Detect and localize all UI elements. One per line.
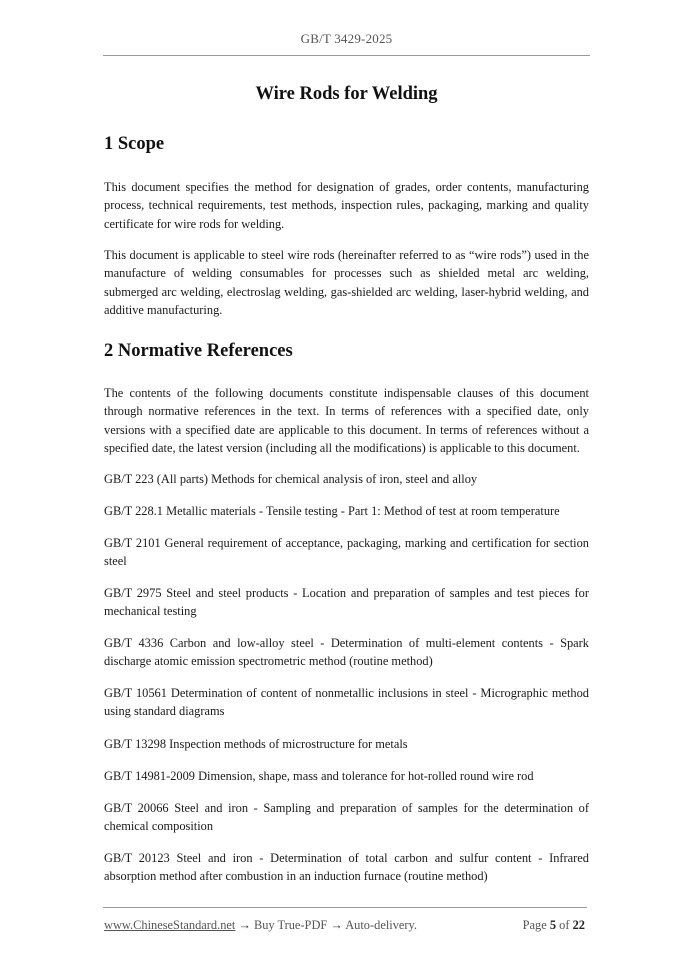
reference-item: GB/T 223 (All parts) Methods for chemical analysis of iron, steel and alloy: [104, 472, 478, 486]
header-divider: [103, 55, 590, 56]
reference-item: GB/T 20066 Steel and iron - Sampling and preparation of samples for the determination of chemical composition: [104, 801, 589, 834]
reference-item: GB/T 20123 Steel and iron - Determination of total carbon and sulfur content - Infrared absorption method after combustion in an induction furnace (routine method): [104, 851, 589, 884]
arrow-right-icon: →: [238, 918, 251, 932]
section-heading-normative-references: 2 Normative References: [104, 341, 293, 361]
arrow-right-icon: →: [330, 918, 343, 932]
scope-paragraph-2: This document is applicable to steel wire rods (hereinafter referred to as “wire rods”) used in the manufacture of welding consumables for processes such as shielded metal arc welding, submerged arc welding, electroslag welding, gas-shielded arc welding, laser-hybrid welding, and additive manufacturing.: [104, 248, 589, 318]
footer-divider: [103, 907, 587, 908]
auto-delivery-text: Auto-delivery.: [345, 918, 418, 932]
page-label: Page: [522, 918, 547, 932]
buy-true-pdf-text: Buy True-PDF: [253, 918, 328, 932]
scope-paragraph-1: This document specifies the method for designation of grades, order contents, manufacturing process, technical requirements, test methods, inspection rules, packaging, marking and quality certificate for wire rods for welding.: [104, 180, 589, 231]
section-heading-scope: 1 Scope: [104, 134, 165, 154]
chinesestandard-site-link[interactable]: www.ChineseStandard.net: [104, 918, 236, 932]
reference-item: GB/T 13298 Inspection methods of microstructure for metals: [104, 737, 408, 751]
page-indicator: [523, 918, 585, 933]
document-title: Wire Rods for Welding: [255, 84, 438, 104]
reference-item: GB/T 2975 Steel and steel products - Location and preparation of samples and test pieces for mechanical testing: [104, 586, 589, 619]
reference-item: GB/T 14981-2009 Dimension, shape, mass and tolerance for hot-rolled round wire rod: [104, 769, 534, 783]
total-page-count: 22: [572, 918, 585, 932]
current-page-number: 5: [549, 918, 557, 932]
page-of-label: of: [559, 918, 570, 932]
reference-item: GB/T 2101 General requirement of acceptance, packaging, marking and certification for section steel: [104, 536, 589, 569]
reference-item: GB/T 228.1 Metallic materials - Tensile testing - Part 1: Method of test at room temperature: [104, 504, 560, 518]
normative-references-paragraph: The contents of the following documents constitute indispensable clauses of this document through normative references in the text. In terms of references with a specified date, only versions with a specified date are applicable to this document. In terms of references without a specified date, the latest version (including all the modifications) is applicable to this document.: [104, 386, 589, 456]
reference-item: GB/T 4336 Carbon and low-alloy steel - Determination of multi-element contents - Spark discharge atomic emission spectrometric method (routine method): [104, 636, 589, 669]
footer-promo: [104, 918, 417, 933]
header-standard-code: GB/T 3429-2025: [300, 31, 393, 46]
reference-item: GB/T 10561 Determination of content of nonmetallic inclusions in steel - Micrographic method using standard diagrams: [104, 686, 589, 719]
